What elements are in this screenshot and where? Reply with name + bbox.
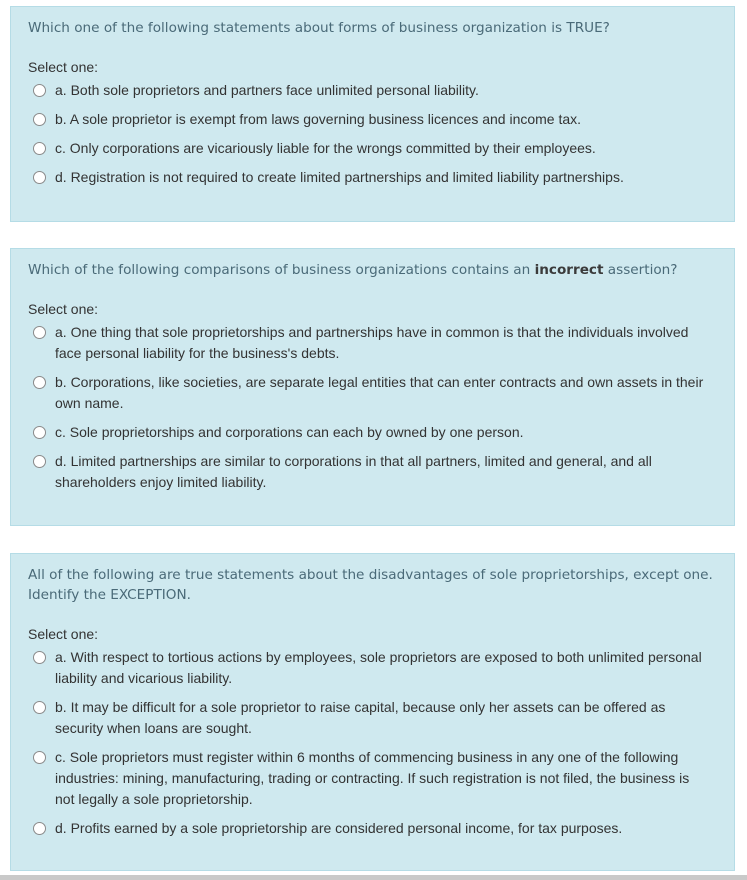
radio-button-icon[interactable] xyxy=(33,142,46,155)
option-label: b. A sole proprietor is exempt from laws governing business licences and income tax. xyxy=(55,111,582,127)
radio-button-icon[interactable] xyxy=(33,822,46,835)
option-label: d. Profits earned by a sole proprietorship are considered personal income, for tax purposes. xyxy=(55,820,623,836)
option-c[interactable] xyxy=(33,747,718,810)
option-b[interactable] xyxy=(33,372,718,414)
answer-options xyxy=(28,80,718,188)
option-label: b. It may be difficult for a sole proprietor to raise capital, because only her assets can be offered as security when loans are sought. xyxy=(55,699,666,736)
select-one-label: Select one: xyxy=(28,626,99,642)
select-one-label: Select one: xyxy=(28,301,99,317)
option-label: a. One thing that sole proprietorships and partnerships have in common is that the individuals involved face personal liability for the business's debts. xyxy=(55,324,689,361)
radio-button-icon[interactable] xyxy=(33,84,46,97)
option-a[interactable] xyxy=(33,322,718,364)
question-text: All of the following are true statements about the disadvantages of sole proprietorships, except one. Identify the EXCEPTION. xyxy=(28,567,713,603)
option-label: b. Corporations, like societies, are separate legal entities that can enter contracts and own assets in their own name. xyxy=(55,374,704,411)
option-c[interactable] xyxy=(33,422,718,443)
radio-button-icon[interactable] xyxy=(33,426,46,439)
radio-button-icon[interactable] xyxy=(33,455,46,468)
option-d[interactable] xyxy=(33,818,718,839)
question-emphasis: incorrect xyxy=(534,262,604,278)
radio-button-icon[interactable] xyxy=(33,326,46,339)
option-label: a. Both sole proprietors and partners face unlimited personal liability. xyxy=(55,82,479,98)
question-text-part: assertion? xyxy=(603,262,678,278)
radio-button-icon[interactable] xyxy=(33,376,46,389)
option-label: c. Only corporations are vicariously liable for the wrongs committed by their employees. xyxy=(55,140,596,156)
option-a[interactable] xyxy=(33,647,718,689)
option-d[interactable] xyxy=(33,167,718,188)
answer-options xyxy=(28,647,718,839)
option-d[interactable] xyxy=(33,451,718,493)
radio-button-icon[interactable] xyxy=(33,651,46,664)
radio-button-icon[interactable] xyxy=(33,113,46,126)
question-card-2 xyxy=(10,248,735,526)
question-card-1 xyxy=(10,6,735,222)
radio-button-icon[interactable] xyxy=(33,171,46,184)
question-text: Which one of the following statements about forms of business organization is TRUE? xyxy=(28,20,610,36)
radio-button-icon[interactable] xyxy=(33,751,46,764)
select-one-label: Select one: xyxy=(28,59,99,75)
option-c[interactable] xyxy=(33,138,718,159)
option-label: d. Limited partnerships are similar to corporations in that all partners, limited and general, and all shareholders enjoy limited liability. xyxy=(55,453,652,490)
option-a[interactable] xyxy=(33,80,718,101)
option-b[interactable] xyxy=(33,109,718,130)
option-label: d. Registration is not required to create limited partnerships and limited liability partnerships. xyxy=(55,169,624,185)
question-text xyxy=(28,260,718,280)
question-text-part: Which of the following comparisons of business organizations contains an xyxy=(28,262,535,278)
answer-options xyxy=(28,322,718,493)
radio-button-icon[interactable] xyxy=(33,701,46,714)
option-label: c. Sole proprietorships and corporations can each by owned by one person. xyxy=(55,424,524,440)
question-card-3 xyxy=(10,553,735,871)
horizontal-scrollbar[interactable] xyxy=(0,875,747,880)
option-label: c. Sole proprietors must register within 6 months of commencing business in any one of the following industries: mining, manufacturing, trading or contracting. If such registration is not filed, the business is not legally a sole proprietorship. xyxy=(55,749,690,807)
option-b[interactable] xyxy=(33,697,718,739)
option-label: a. With respect to tortious actions by employees, sole proprietors are exposed to both unlimited personal liability and vicarious liability. xyxy=(55,649,702,686)
